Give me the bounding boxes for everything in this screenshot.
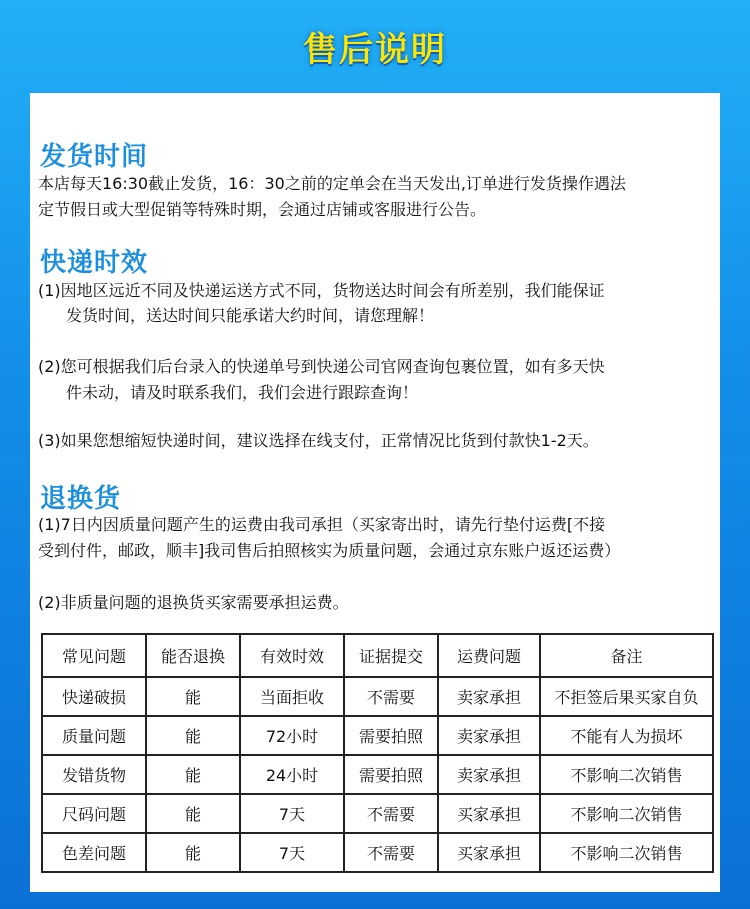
returns-p2-line-1: (2)非质量问题的退换货买家需要承担运费。	[38, 593, 349, 612]
express-p3-line-1: (3)如果您想缩短快递时间，建议选择在线支付，正常情况比货到付款快1-2天。	[38, 431, 599, 450]
express-p2-line-1: (2)您可根据我们后台录入的快递单号到快递公司官网查询包裹位置，如有多天快	[38, 357, 605, 376]
page-title: 售后说明	[303, 30, 447, 70]
table-cell: 72小时	[240, 716, 344, 755]
table-cell: 能	[146, 833, 240, 872]
table-cell: 7天	[240, 833, 344, 872]
table-row	[42, 677, 713, 716]
table-cell: 当面拒收	[240, 677, 344, 716]
after-sales-table	[41, 633, 714, 873]
table-cell: 尺码问题	[42, 794, 146, 833]
table-header-cell: 有效时效	[240, 634, 344, 677]
table-cell: 不拒签后果买家自负	[540, 677, 713, 716]
table-cell: 不影响二次销售	[540, 755, 713, 794]
shipping-heading: 发货时间	[40, 142, 149, 172]
table-cell: 不影响二次销售	[540, 794, 713, 833]
table-cell: 快递破损	[42, 677, 146, 716]
table-header-cell: 能否退换	[146, 634, 240, 677]
shipping-line-1: 本店每天16:30截止发货，16：30之前的定单会在当天发出,订单进行发货操作遇法	[38, 174, 626, 193]
table-cell: 不影响二次销售	[540, 833, 713, 872]
table-header-cell: 运费问题	[438, 634, 540, 677]
table-cell: 质量问题	[42, 716, 146, 755]
table-header-row	[42, 634, 713, 677]
returns-p1-line-2: 受到付件，邮政，顺丰]我司售后拍照核实为质量问题，会通过京东账户返还运费）	[38, 541, 621, 560]
returns-p1-line-1: (1)7日内因质量问题产生的运费由我司承担（买家寄出时，请先行垫付运费[不接	[38, 515, 606, 534]
table-cell: 不能有人为损坏	[540, 716, 713, 755]
express-p1-line-2: 发货时间，送达时间只能承诺大约时间，请您理解！	[66, 306, 435, 325]
table-cell: 发错货物	[42, 755, 146, 794]
table-cell: 7天	[240, 794, 344, 833]
table-cell: 色差问题	[42, 833, 146, 872]
table-cell: 能	[146, 794, 240, 833]
table-header-cell: 证据提交	[344, 634, 438, 677]
table-header-cell: 常见问题	[42, 634, 146, 677]
table-cell: 需要拍照	[344, 716, 438, 755]
table-cell: 卖家承担	[438, 677, 540, 716]
table-cell: 卖家承担	[438, 716, 540, 755]
table-cell: 能	[146, 677, 240, 716]
returns-heading: 退换货	[40, 484, 122, 514]
express-heading: 快递时效	[40, 248, 149, 278]
table-cell: 需要拍照	[344, 755, 438, 794]
express-p1-line-1: (1)因地区远近不同及快递运送方式不同，货物送达时间会有所差别，我们能保证	[38, 281, 605, 300]
table-row	[42, 716, 713, 755]
table-row	[42, 755, 713, 794]
shipping-line-2: 定节假日或大型促销等特殊时期，会通过店铺或客服进行公告。	[38, 200, 487, 219]
table-cell: 买家承担	[438, 794, 540, 833]
table-cell: 不需要	[344, 794, 438, 833]
table-row	[42, 794, 713, 833]
table-cell: 买家承担	[438, 833, 540, 872]
table-cell: 能	[146, 716, 240, 755]
table-row	[42, 833, 713, 872]
table-cell: 不需要	[344, 677, 438, 716]
table-cell: 能	[146, 755, 240, 794]
table-cell: 24小时	[240, 755, 344, 794]
express-p2-line-2: 件未动，请及时联系我们，我们会进行跟踪查询！	[66, 383, 419, 402]
table-cell: 不需要	[344, 833, 438, 872]
table-header-cell: 备注	[540, 634, 713, 677]
table-cell: 卖家承担	[438, 755, 540, 794]
